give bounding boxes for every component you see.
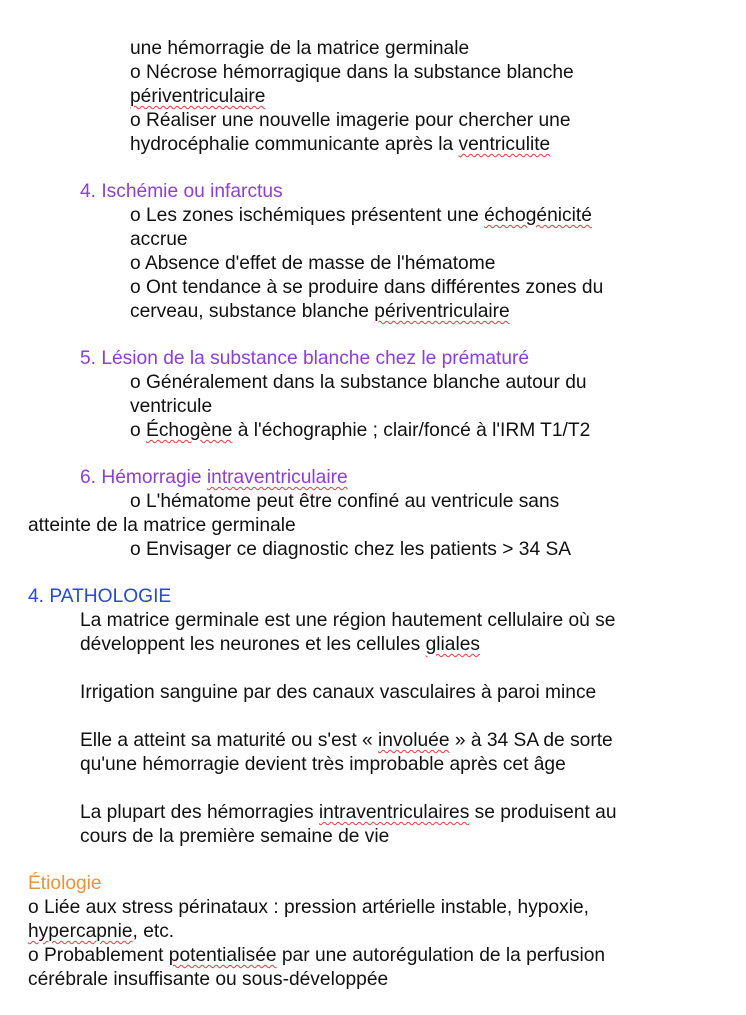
text-line: atteinte de la matrice germinale bbox=[28, 515, 296, 536]
subheading-ischemie: 4. Ischémie ou infarctus bbox=[80, 181, 283, 202]
text-line: La plupart des hémorragies intraventriculaires se produisent au bbox=[80, 802, 617, 823]
spellcheck-word: hypercapnie bbox=[28, 921, 133, 942]
text-line: o Liée aux stress périnataux : pression artérielle instable, hypoxie, bbox=[28, 897, 590, 918]
text-line: o Échogène à l'échographie ; clair/foncé à l'IRM T1/T2 bbox=[130, 420, 591, 441]
text-line: cerveau, substance blanche périventriculaire bbox=[130, 301, 510, 322]
text-line: hypercapnie, etc. bbox=[28, 921, 175, 942]
spellcheck-word: périventriculaire bbox=[130, 86, 266, 107]
spellcheck-word: intraventriculaires bbox=[318, 802, 470, 823]
text-line: o Probablement potentialisée par une autorégulation de la perfusion bbox=[28, 945, 606, 966]
spellcheck-word: gliales bbox=[425, 634, 481, 655]
spellcheck-word: périventriculaire bbox=[374, 301, 510, 322]
subheading-lesion: 5. Lésion de la substance blanche chez le prématuré bbox=[80, 348, 530, 369]
text-line bbox=[130, 85, 265, 109]
text-line: o L'hématome peut être confiné au ventricule sans bbox=[130, 491, 560, 512]
text-line: La matrice germinale est une région hautement cellulaire où se bbox=[80, 610, 616, 631]
text-line: o Ont tendance à se produire dans différentes zones du bbox=[130, 277, 604, 298]
text-line: qu'une hémorragie devient très improbable après cet âge bbox=[80, 754, 566, 775]
text-line: développent les neurones et les cellules gliales bbox=[80, 634, 481, 655]
text-line: accrue bbox=[130, 229, 188, 250]
spellcheck-word: Échogène bbox=[146, 420, 233, 441]
section-heading-pathologie: 4. PATHOLOGIE bbox=[28, 586, 172, 607]
text-line: Irrigation sanguine par des canaux vasculaires à paroi mince bbox=[80, 682, 597, 703]
heading-etiologie: Étiologie bbox=[28, 873, 102, 894]
subheading-hemorragie: 6. Hémorragie intraventriculaire bbox=[80, 467, 348, 488]
text-line: Elle a atteint sa maturité ou s'est « involuée » à 34 SA de sorte bbox=[80, 730, 613, 751]
text-line: o Absence d'effet de masse de l'hématome bbox=[130, 253, 496, 274]
spellcheck-word: intraventriculaire bbox=[206, 467, 348, 488]
text-line: ventricule bbox=[130, 396, 213, 417]
text-line: o Généralement dans la substance blanche autour du bbox=[130, 372, 587, 393]
spellcheck-word: involuée bbox=[378, 730, 450, 751]
spellcheck-word: ventriculite bbox=[458, 134, 551, 155]
text-line: hydrocéphalie communicante après la ventriculite bbox=[130, 134, 551, 155]
text-line: o Les zones ischémiques présentent une échogénicité bbox=[130, 205, 592, 226]
text-line: une hémorragie de la matrice germinale bbox=[130, 38, 470, 59]
text-line: cérébrale insuffisante ou sous-développée bbox=[28, 969, 389, 990]
text-line: o Envisager ce diagnostic chez les patients > 34 SA bbox=[130, 539, 572, 560]
text-line: o Réaliser une nouvelle imagerie pour chercher une bbox=[130, 110, 571, 131]
spellcheck-word: potentialisée bbox=[168, 945, 277, 966]
spellcheck-word: échogénicité bbox=[484, 205, 592, 226]
text-line: o Nécrose hémorragique dans la substance blanche bbox=[130, 62, 574, 83]
text-line: cours de la première semaine de vie bbox=[80, 826, 390, 847]
